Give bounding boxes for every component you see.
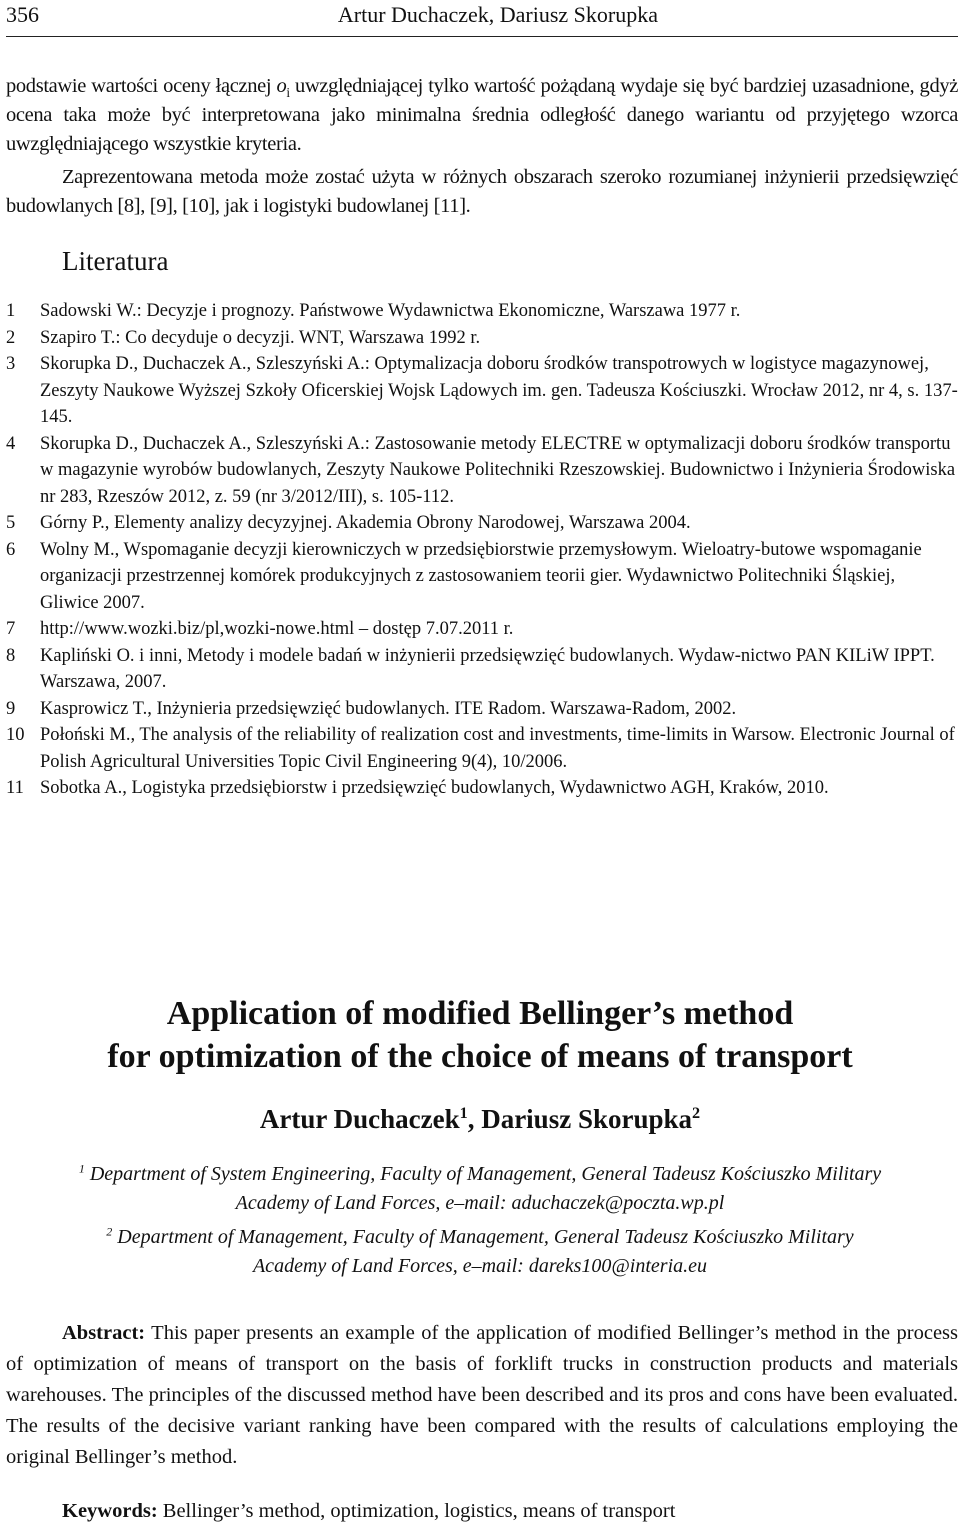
running-header	[6, 0, 958, 37]
reference-text: Skorupka D., Duchaczek A., Szleszyński A.: Optymalizacja doboru środków transpotrowych w logistyce magazynowej, Zeszyty Naukowe Wyższej Szkoły Oficerskiej Wojsk Lądowych im. gen. Tadeusza Kościuszki. Wrocław 2012, nr 4, s. 137-145.	[40, 354, 958, 427]
abstract-text: This paper presents an example of the application of modified Bellinger’s method in the process of optimization of means of transport on the basis of forklift trucks in construction products and materials warehouses. The principles of the discussed method have been described and its pros and cons have been evaluated. The results of the decisive variant ranking have been compared with the results of calculations employing the original Bellinger’s method.	[6, 1322, 958, 1468]
abstract-label: Abstract:	[62, 1322, 146, 1344]
affiliation-1-mark: 1	[78, 1161, 85, 1176]
header-authors: Artur Duchaczek, Dariusz Skorupka	[337, 2, 658, 27]
reference-number: 1	[6, 301, 16, 321]
reference-text: Sobotka A., Logistyka przedsiębiorstw i przedsięwzięć budowlanych, Wydawnictwo AGH, Kraków, 2010.	[40, 778, 829, 798]
reference-text: Skorupka D., Duchaczek A., Szleszyński A.: Zastosowanie metody ELECTRE w optymalizacji doboru środków transportu w magazynie wyrobów budowlanych, Zeszyty Naukowe Politechniki Rzeszowskiej. Budownictwo i Inżynieria Środowiska nr 283, Rzeszów 2012, z. 59 (nr 3/2012/III), s. 105-112.	[40, 433, 956, 507]
affiliation-1-line-2: Academy of Land Forces, e–mail: aduchaczek@poczta.wp.pl	[235, 1192, 725, 1214]
reference-item	[6, 351, 958, 431]
reference-number: 9	[6, 698, 16, 719]
page-number: 356	[6, 2, 39, 27]
article-title	[0, 992, 960, 1078]
reference-text: Kasprowicz T., Inżynieria przedsięwzięć budowlanych. ITE Radom. Warszawa-Radom, 2002.	[40, 698, 737, 719]
reference-item	[6, 722, 958, 775]
reference-number: 2	[6, 327, 16, 348]
reference-number: 10	[6, 725, 25, 745]
reference-number: 3	[6, 354, 16, 374]
intro-p1-rest: uwzględniającej tylko wartość pożądaną wydaje się być bardziej uzasadnione, gdyż ocena taka może być interpretowana jako minimalna średnia odległość danego wariantu od przyjętego wzorca uwzględniającego wszystkie kryteria.	[6, 75, 958, 155]
reference-number: 11	[6, 778, 24, 798]
affiliation-2-line-2: Academy of Land Forces, e–mail: dareks100@interia.eu	[252, 1255, 708, 1277]
keywords-label: Keywords:	[62, 1500, 158, 1522]
reference-item	[6, 537, 958, 617]
reference-item	[6, 325, 958, 352]
reference-number: 6	[6, 539, 16, 560]
affiliation-2-line-1: Department of Management, Faculty of Management, General Tadeusz Kościuszko Military	[112, 1226, 854, 1248]
intro-p2-text: Zaprezentowana metoda może zostać użyta w różnych obszarach szeroko rozumianej inżynierii przedsięwzięć budowlanych [8], [9], [10], jak i logistyki budowlanej [11].	[6, 166, 958, 217]
affiliation-2	[0, 1223, 960, 1281]
reference-text: Połoński M., The analysis of the reliability of realization cost and investments, time-limits in Warsow. Electronic Journal of Polish Agricultural Universities Topic Civil Engineering 9(4), 10/2006.	[40, 725, 955, 772]
intro-paragraph-2	[6, 163, 958, 221]
author-1-affiliation-mark: 1	[459, 1104, 468, 1122]
reference-item	[6, 643, 958, 696]
intro-p1-lead: podstawie wartości oceny łącznej	[6, 75, 277, 97]
symbol-o: o	[276, 75, 287, 97]
author-separator: ,	[467, 1104, 482, 1134]
reference-number: 7	[6, 619, 16, 639]
abstract	[6, 1318, 958, 1473]
keywords	[62, 1500, 675, 1523]
reference-text: Wolny M., Wspomaganie decyzji kierowniczych w przedsiębiorstwie przemysłowym. Wieloatry-butowe wspomaganie organizacji przestrzennej komórek produkcyjnych z zastosowaniem teorii gier. Wydawnictwo Politechniki Śląskiej, Gliwice 2007.	[40, 539, 922, 613]
reference-item	[6, 431, 958, 511]
affiliation-1	[0, 1160, 960, 1218]
intro-paragraph-1	[6, 72, 958, 159]
reference-item	[6, 510, 958, 537]
reference-item	[6, 775, 958, 802]
reference-text: Szapiro T.: Co decyduje o decyzji. WNT, Warszawa 1992 r.	[40, 327, 481, 348]
reference-link[interactable]: http://www.wozki.biz/pl,wozki-nowe.html – dostęp 7.07.2011 r.	[40, 619, 514, 639]
reference-text: Sadowski W.: Decyzje i prognozy. Państwowe Wydawnictwa Ekonomiczne, Warszawa 1977 r.	[40, 301, 741, 321]
article-title-line-2: for optimization of the choice of means of transport	[107, 1038, 853, 1075]
reference-list	[6, 298, 958, 802]
author-2: Dariusz Skorupka	[481, 1104, 693, 1134]
reference-item	[6, 616, 958, 643]
reference-item	[6, 696, 958, 723]
reference-number: 4	[6, 433, 16, 454]
affiliation-2-mark: 2	[106, 1224, 113, 1239]
author-2-affiliation-mark: 2	[692, 1104, 701, 1122]
reference-number: 8	[6, 645, 16, 666]
reference-text: Kapliński O. i inni, Metody i modele badań w inżynierii przedsięwzięć budowlanych. Wydaw-nictwo PAN KILiW IPPT. Warszawa, 2007.	[40, 645, 935, 692]
keywords-text: Bellinger’s method, optimization, logistics, means of transport	[157, 1500, 676, 1522]
reference-number: 5	[6, 513, 16, 533]
symbol-subscript: i	[286, 85, 290, 101]
literature-heading: Literatura	[62, 246, 169, 276]
reference-text: Górny P., Elementy analizy decyzyjnej. Akademia Obrony Narodowej, Warszawa 2004.	[40, 513, 691, 533]
author-1: Artur Duchaczek	[259, 1104, 460, 1134]
reference-item	[6, 298, 958, 325]
article-title-line-1: Application of modified Bellinger’s method	[166, 995, 794, 1032]
affiliation-1-line-1: Department of System Engineering, Faculty of Management, General Tadeusz Kościuszko Military	[84, 1163, 882, 1185]
article-authors	[0, 1104, 960, 1135]
